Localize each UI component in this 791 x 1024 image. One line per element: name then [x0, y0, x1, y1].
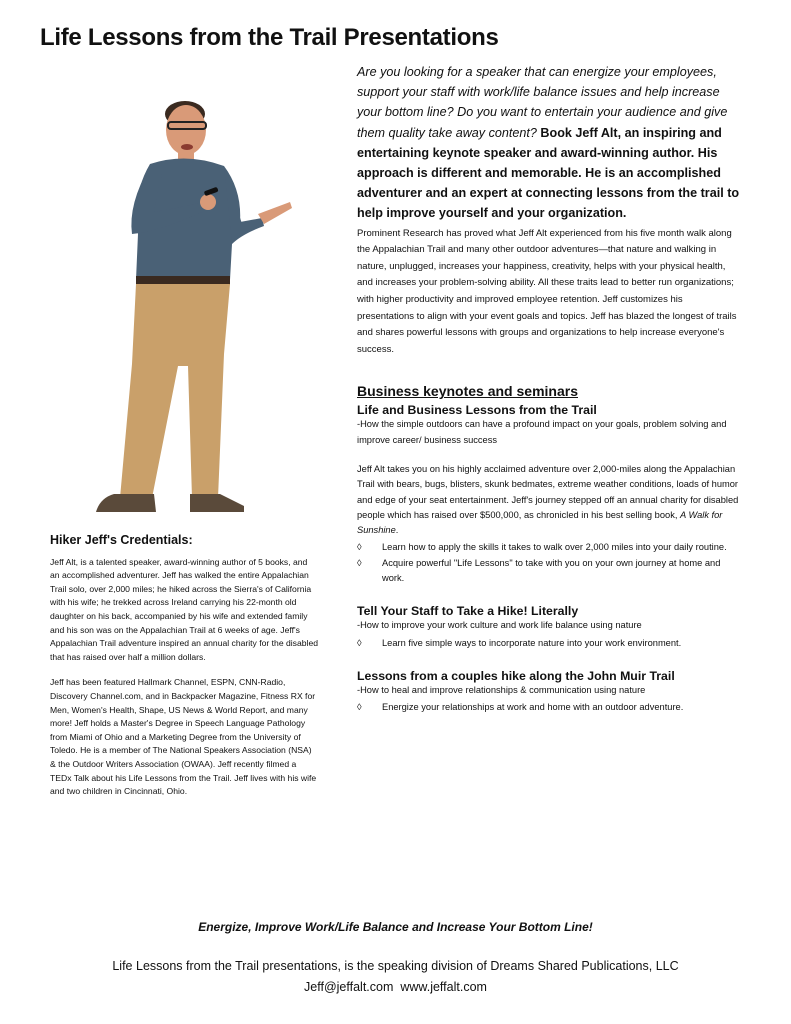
footer-line: Life Lessons from the Trail presentations, is the speaking division of Dreams Shared Publications, LLC [112, 959, 679, 973]
section-1-title: Life and Business Lessons from the Trail [357, 403, 597, 418]
section-1-bullets [357, 540, 741, 586]
book-title: A Walk for Sunshine [357, 509, 723, 536]
section-1-paragraph: Jeff Alt takes you on his highly acclaimed adventure over 2,000-miles along the Appalachian Trail with bears, bugs, blisters, skunk bedmates, extreme weather conditions, loads of humor and edge of your seat entertainment. Jeff's journey stepped off an annual charity for disabled people which has raised over $500,000, as chronicled in his best selling book, A Walk for Sunshine. [357, 463, 739, 536]
speaker-photo [92, 94, 298, 518]
speaker-shoe-right [190, 494, 244, 512]
speaker-pants [120, 284, 230, 498]
list-item: ◊ Energize your relationships at work and home with an outdoor adventure. [357, 700, 741, 715]
credentials-section [50, 534, 318, 811]
section-3-desc: -How to heal and improve relationships & communication using nature [357, 684, 646, 695]
credentials-paragraph-1: Jeff Alt, is a talented speaker, award-winning author of 5 books, and an accomplished adventurer. Jeff has walked the entire Appalachian Trail solo, over 2,000 miles; he hiked across the Sierra's of California with his wife; he trekked across Ireland carrying his 22-month old daughter on his back, accompanied by his wife and extended family and his son was on the Appalachian Trail at 6 weeks of age. Jeff's Appalachian Trail adventure inspired an annual charity for the disabled that has raised over half a million dollars. [50, 556, 319, 662]
email-link[interactable]: Jeff@jeffalt.com [304, 980, 394, 994]
section-2-desc: -How to improve your work culture and work life balance using nature [357, 620, 642, 631]
diamond-icon: ◊ [357, 637, 362, 648]
list-item: ◊ Acquire powerful "Life Lessons" to take with you on your own journey at home and work. [357, 557, 721, 584]
speaker-belt [136, 276, 230, 285]
section-2-bullets [357, 636, 741, 651]
business-heading: Business keynotes and seminars [357, 383, 578, 400]
section-1-text: Jeff Alt takes you on his highly acclaimed adventure over 2,000-miles along the Appalachian Trail with bears, bugs, blisters, skunk bedmates, extreme weather conditions, loads of humor and edge of your seat entertainment. Jeff's journey stepped off an annual charity for disabled people which has raised over $500,000, as chronicled in his best selling book, [357, 463, 739, 520]
diamond-icon: ◊ [357, 542, 362, 553]
footer-contact [0, 977, 791, 998]
page-title: Life Lessons from the Trail Presentations [40, 24, 499, 51]
credentials-heading: Hiker Jeff's Credentials: [50, 533, 193, 547]
list-item: ◊ Learn how to apply the skills it takes to walk over 2,000 miles into your daily routine. [357, 540, 741, 555]
section-3-title: Lessons from a couples hike along the John Muir Trail [357, 668, 675, 683]
intro-bold: Book Jeff Alt, an inspiring and entertaining keynote speaker and award-winning author. His approach is different and memorable. He is an accomplished adventurer and an expert at connecting lessons from the trail to help improve yourself and your organization. [357, 125, 740, 221]
tagline: Energize, Improve Work/Life Balance and Increase Your Bottom Line! [198, 920, 593, 934]
diamond-icon: ◊ [357, 702, 362, 713]
list-item: ◊ Learn five simple ways to incorporate nature into your work environment. [357, 636, 741, 651]
speaker-shoe-left [96, 494, 156, 512]
section-3-bullets [357, 700, 741, 715]
credentials-paragraph-2: Jeff has been featured Hallmark Channel, ESPN, CNN-Radio, Discovery Channel.com, and in Backpacker Magazine, Fitness RX for Men, Women's Health, Shape, US News & World Report, and many more! Jeff holds a Master's Degree in Speech Language Pathology from Miami of Ohio and a Marketing Degree from the University of Toledo. He is a member of The National Speakers Association (NSA) & the Outdoor Writers Association (OWAA). Jeff recently filmed a TEDx Talk about his Life Lessons from the Trail. Jeff lives with his wife and two children in Cincinnati, Ohio. [50, 677, 317, 797]
diamond-icon: ◊ [357, 557, 362, 568]
footer [0, 956, 791, 998]
section-1-desc: -How the simple outdoors can have a profound impact on your goals, problem solving and improve career/ business success [357, 419, 727, 445]
section-2-title: Tell Your Staff to Take a Hike! Literally [357, 604, 579, 619]
website-link[interactable]: www.jeffalt.com [400, 980, 487, 994]
research-paragraph: Prominent Research has proved what Jeff Alt experienced from his five month walk along the Appalachian Trail and many other outdoor adventures—that nature and walking in nature, unplugged, increases your happiness, creativity, helps with your physical health, and increases your problem-solving ability. All these traits lead to better run organizations; with higher productivity and improved employee retention. Jeff customizes his presentations to align with your event goals and topics. Jeff has blazed the longest of trails and shares powerful lessons with groups and organizations to help increase everyone's success. [357, 227, 737, 355]
intro-italic: Are you looking for a speaker that can energize your employees, support your staff with work/life balance issues and help increase your bottom line? Do you want to entertain your audience and give them quality take away content? [357, 65, 728, 140]
main-column [357, 62, 741, 716]
intro-paragraph [357, 62, 741, 224]
